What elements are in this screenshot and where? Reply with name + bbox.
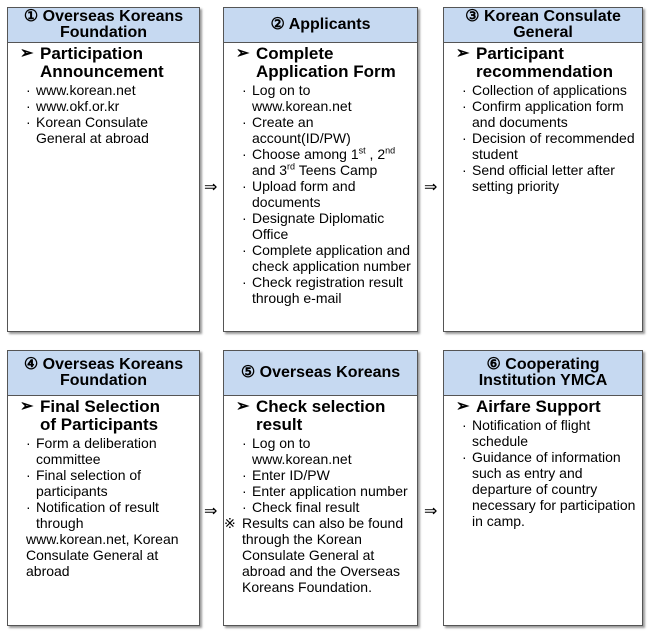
step-header-5 xyxy=(224,351,417,396)
list-item: · Notification of flight schedule xyxy=(456,417,636,449)
step-subtitle: ➢ Check selection result xyxy=(236,397,386,434)
list-item: · Send official letter after setting priority xyxy=(456,162,636,194)
arrow-bullet-icon: ➢ xyxy=(20,45,34,62)
step-title-line-2: Foundation xyxy=(59,24,148,41)
step-items xyxy=(224,435,411,595)
arrow-bullet-icon: ➢ xyxy=(456,398,470,415)
step-title-line-2: General xyxy=(513,24,573,41)
list-item: · Form a deliberation committee xyxy=(20,435,193,467)
note-item xyxy=(224,515,411,595)
list-item: · www.okf.or.kr xyxy=(20,98,193,114)
arrow-bullet-icon: ➢ xyxy=(456,45,470,62)
arrow-bullet-icon: ➢ xyxy=(20,398,34,415)
list-item: · Enter application number xyxy=(236,483,411,499)
step-number: ⑥ xyxy=(486,356,501,373)
step-subtitle: ➢ Airfare Support xyxy=(456,397,601,416)
flow-arrow-icon: ⇒ xyxy=(204,503,218,520)
list-item: · Confirm application form and documents xyxy=(456,98,636,130)
list-item: · Check final result xyxy=(236,499,411,515)
step-items xyxy=(456,417,636,529)
step-number: ⑤ xyxy=(240,364,256,381)
step-number: ① xyxy=(23,8,39,25)
list-item: www.korean.net, Korean Consulate General at abroad xyxy=(26,531,179,579)
step-number: ④ xyxy=(23,356,39,373)
list-item: · Final selection of participants xyxy=(20,467,193,499)
flow-arrow-icon: ⇒ xyxy=(204,179,218,196)
step-title-text: Applicants xyxy=(288,16,371,33)
step-number: ② xyxy=(270,16,285,33)
list-item: · Choose among 1st , 2nd and 3rd Teens Camp xyxy=(236,146,411,178)
list-item: · Collection of applications xyxy=(456,82,636,98)
step-title-line-1 xyxy=(241,365,400,381)
list-item: · Decision of recommended student xyxy=(456,130,636,162)
list-item: · Log on to www.korean.net xyxy=(236,435,411,467)
step-title-line-1 xyxy=(465,9,621,25)
step-title-line-1 xyxy=(271,17,371,33)
step-title-text: Overseas Koreans xyxy=(42,8,184,25)
step-title-line-1 xyxy=(24,9,183,25)
step-header-3 xyxy=(444,8,642,43)
step-header-2 xyxy=(224,8,417,43)
list-item: · Upload form and documents xyxy=(236,178,411,210)
step-items xyxy=(236,82,411,306)
step-box-6 xyxy=(443,350,643,626)
step-header-1 xyxy=(8,8,199,43)
step-subtitle: ➢ Participation Announcement xyxy=(20,44,164,81)
reference-mark-icon: ※ xyxy=(224,515,236,531)
step-header-4 xyxy=(8,351,199,396)
step-number: ③ xyxy=(465,8,480,25)
list-item: · Enter ID/PW xyxy=(236,467,411,483)
step-items xyxy=(456,82,636,194)
step-box-5 xyxy=(223,350,418,626)
step-title-text: Cooperating xyxy=(505,356,600,373)
list-item: · Check registration result through e-mail xyxy=(236,274,411,306)
step-items xyxy=(20,435,193,579)
list-item: · Designate Diplomatic Office xyxy=(236,210,411,242)
flow-arrow-icon: ⇒ xyxy=(424,179,438,196)
step-subtitle: ➢ Participant recommendation xyxy=(456,44,613,81)
step-title-text: Overseas Koreans xyxy=(42,356,184,373)
step-subtitle: ➢ Final Selection of Participants xyxy=(20,397,160,434)
step-box-2 xyxy=(223,7,418,332)
step-items xyxy=(20,82,193,146)
step-box-3 xyxy=(443,7,643,332)
step-header-6 xyxy=(444,351,642,396)
note-text: Results can also be found through the Korean Consulate General at abroad and the Overseas Koreans Foundation. xyxy=(242,515,404,595)
step-subtitle: ➢ Complete Application Form xyxy=(236,44,396,81)
step-title-line-2: Foundation xyxy=(59,372,148,389)
list-item: · Notification of result through xyxy=(20,499,193,531)
step-title-text: Overseas Koreans xyxy=(259,364,401,381)
list-item: · www.korean.net xyxy=(20,82,193,98)
list-item: · Korean Consulate General at abroad xyxy=(20,114,193,146)
step-title-line-2: Institution YMCA xyxy=(478,372,608,389)
step-box-1 xyxy=(7,7,200,332)
step-box-4 xyxy=(7,350,200,626)
list-item: · Guidance of information such as entry and departure of country necessary for participation in camp. xyxy=(456,449,636,529)
arrow-bullet-icon: ➢ xyxy=(236,45,250,62)
arrow-bullet-icon: ➢ xyxy=(236,398,250,415)
step-title-line-1 xyxy=(486,357,599,373)
list-item: · Log on to www.korean.net xyxy=(236,82,411,114)
step-title-text: Korean Consulate xyxy=(483,8,621,25)
flow-arrow-icon: ⇒ xyxy=(424,503,438,520)
list-item: · Complete application and check application number xyxy=(236,242,411,274)
step-title-line-1 xyxy=(24,357,183,373)
list-item: · Create an account(ID/PW) xyxy=(236,114,411,146)
